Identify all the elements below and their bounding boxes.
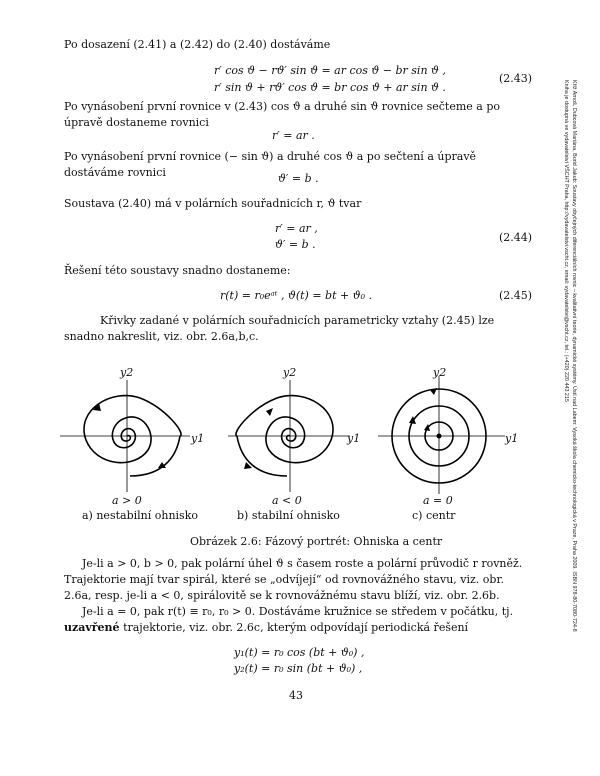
panel-b-stable-focus xyxy=(228,380,350,492)
eq-2-43-line1: r′ cos ϑ − rϑ′ sin ϑ = ar cos ϑ − br sin ϑ , xyxy=(214,64,446,77)
eq-y1: y₁(t) = r₀ cos (bt + ϑ₀) , xyxy=(234,646,365,659)
sidebar-availability: Kniha je dostupná ve vydavatelství VŠCHT Praha, http://vydavatelstvi.vscht.cz, email: vydavatelstvi@vscht.cz, tel.: (+420) 220 443 215 xyxy=(563,80,569,402)
eq-2-45-number: (2.45) xyxy=(499,289,533,302)
axis-y1-a: y1 xyxy=(191,432,205,445)
axis-y2-c: y2 xyxy=(433,366,447,379)
eq-2-44-line2: ϑ′ = b . xyxy=(275,238,316,251)
figure-caption: Obrázek 2.6: Fázový portrét: Ohniska a centr xyxy=(190,535,443,548)
eq-2-43-line2: r′ sin ϑ + rϑ′ cos ϑ = br cos ϑ + ar sin ϑ . xyxy=(214,81,446,94)
label-c: c) centr xyxy=(412,509,456,522)
axis-y2-a: y2 xyxy=(120,366,134,379)
eq-2-45: r(t) = r₀eᵃᵗ , ϑ(t) = bt + ϑ₀ . xyxy=(220,289,372,302)
para-7-b: trajektorie, viz. obr. 2.6c, kterým odpovídají periodická řešení xyxy=(123,621,469,634)
label-b: b) stabilní ohnisko xyxy=(237,509,340,522)
eq-2-43-number: (2.43) xyxy=(499,72,533,85)
axis-y1-c: y1 xyxy=(505,432,519,445)
eq-r: r′ = ar . xyxy=(272,129,315,142)
intro-text: Po dosazení (2.41) a (2.42) do (2.40) dostáváme xyxy=(64,38,331,51)
panel-a-unstable-focus xyxy=(60,380,190,492)
para-7-a: Je-li a = 0, pak r(t) ≡ r₀, r₀ > 0. Dostáváme kružnice se středem v počátku, tj. xyxy=(82,605,514,618)
eq-2-44-number: (2.44) xyxy=(499,231,533,244)
para-7 xyxy=(64,604,526,636)
cond-c: a = 0 xyxy=(423,494,453,507)
para-7-bold: uzavřené xyxy=(64,621,120,634)
panel-c-center xyxy=(378,376,505,494)
sidebar-citation: Kříž Arnoš, Dubcová Mariána, Burid Jakub: Soustavy obyčejných diferenciálních rovnic – kvalitativní teorie, dynamické systémy. Ústí nad Labem: Vysoká škola chemicko-technologická v Praze, Praha 2009. ISBN 978-80-7080-724-8 xyxy=(571,80,577,632)
para-6: Je-li a > 0, b > 0, pak polární úhel ϑ s časem roste a polární průvodič r rovněž. Trajektorie mají tvar spirál, které se „odvíjejí“ od rovnovážného stavu, viz. obr. 2.6a, resp. je-li a < 0, spirálovitě se k rovnovážnému stavu blíží, viz. obr. 2.6b. xyxy=(64,557,523,602)
page-number: 43 xyxy=(289,689,303,702)
para-4: Řešení této soustavy snadno dostaneme: xyxy=(64,264,291,277)
para-2: Po vynásobení první rovnice (− sin ϑ) a druhé cos ϑ a po sečtení a úpravě dostáváme rovnici xyxy=(64,150,477,179)
para-3: Soustava (2.40) má v polárních souřadnicích r, ϑ tvar xyxy=(64,197,362,210)
eq-theta: ϑ′ = b . xyxy=(278,172,319,185)
cond-b: a < 0 xyxy=(272,494,302,507)
eq-y2: y₂(t) = r₀ sin (bt + ϑ₀) , xyxy=(234,662,363,675)
eq-2-44-line1: r′ = ar , xyxy=(275,222,318,235)
axis-y2-b: y2 xyxy=(283,366,297,379)
para-1: Po vynásobení první rovnice v (2.43) cos ϑ a druhé sin ϑ rovnice sečteme a po úpravě dostaneme rovnici xyxy=(64,100,501,129)
para-5: Křivky zadané v polárních souřadnicích parametricky vztahy (2.45) lze snadno nakreslit, viz. obr. 2.6a,b,c. xyxy=(64,314,495,343)
axis-y1-b: y1 xyxy=(347,432,361,445)
label-a: a) nestabilní ohnisko xyxy=(82,509,198,522)
cond-a: a > 0 xyxy=(112,494,142,507)
